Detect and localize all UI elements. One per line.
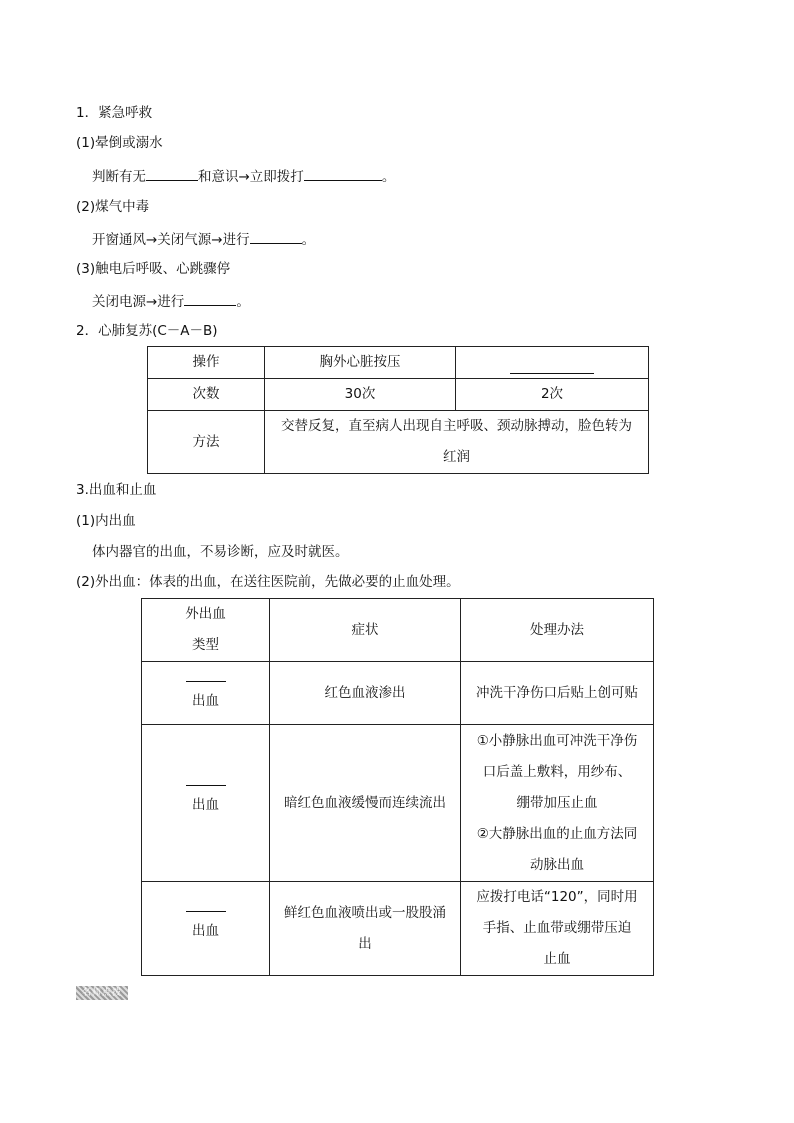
type-header: 外出血 类型 [142,599,270,662]
symptom-header: 症状 [270,599,461,662]
method-header: 处理办法 [461,599,654,662]
section3-item2-label: (2)外出血：体表的出血，在送往医院前，先做必要的止血处理。 [76,574,460,590]
table-row [148,379,649,411]
symptom-cell: 鲜红色血液喷出或一股股涌 出 [270,882,461,976]
type-cell: 出血 [142,662,270,725]
symptom-cell: 暗红色血液缓慢而连续流出 [270,725,461,882]
cpr-op-head: 操作 [148,347,265,379]
method-cell: 应拨打电话“120”，同时用 手指、止血带或绷带压迫 止血 [461,882,654,976]
table-row [142,725,654,882]
cpr-count-head: 次数 [148,379,265,411]
section1-item2-label: (2)煤气中毒 [76,199,150,215]
table-row [148,347,649,379]
answer-blank[interactable] [184,291,236,306]
symptom-cell: 红色血液渗出 [270,662,461,725]
answer-blank[interactable] [510,373,594,374]
method-cell: ①小静脉出血可冲洗干净伤 口后盖上敷料，用纱布、 绷带加压止血 ②大静脉出血的止血方法同 动脉出血 [461,725,654,882]
table-row [142,599,654,662]
cpr-method-text: 交替反复，直至病人出现自主呼吸、颈动脉搏动，脸色转为 红润 [265,411,649,474]
cpr-op-blank-cell [456,347,649,379]
cpr-count-other: 2次 [456,379,649,411]
section3-title: 3.出血和止血 [76,482,157,498]
cpr-count-compress: 30次 [265,379,456,411]
answer-blank[interactable] [146,166,198,181]
section3-item1-text: 体内器官的出血，不易诊断，应及时就医。 [92,544,349,560]
answer-blank[interactable] [250,229,302,244]
section1-item1-label: (1)晕倒或溺水 [76,135,163,151]
table-row [142,882,654,976]
answer-blank[interactable] [186,681,226,682]
answer-blank[interactable] [186,911,226,912]
section1-item1-text: 判断有无 和意识→立即拨打 。 [92,166,395,186]
section1-item2-text: 开窗通风→关闭气源→进行 。 [92,229,315,249]
section2-title: 2．心肺复苏(C－A－B) [76,323,218,339]
section1-title: 1．紧急呼救 [76,105,153,121]
footer-stamp: 名师点拨 [76,986,128,1000]
table-row [142,662,654,725]
type-cell: 出血 [142,725,270,882]
section1-item3-text: 关闭电源→进行 。 [92,291,250,311]
section3-item1-label: (1)内出血 [76,513,136,529]
section1-item3-label: (3)触电后呼吸、心跳骤停 [76,261,231,277]
cpr-method-head: 方法 [148,411,265,474]
cpr-table [147,346,649,474]
bleeding-table [141,598,654,976]
answer-blank[interactable] [304,166,382,181]
table-row [148,411,649,474]
answer-blank[interactable] [186,785,226,786]
type-cell: 出血 [142,882,270,976]
cpr-op-compress: 胸外心脏按压 [265,347,456,379]
method-cell: 冲洗干净伤口后贴上创可贴 [461,662,654,725]
